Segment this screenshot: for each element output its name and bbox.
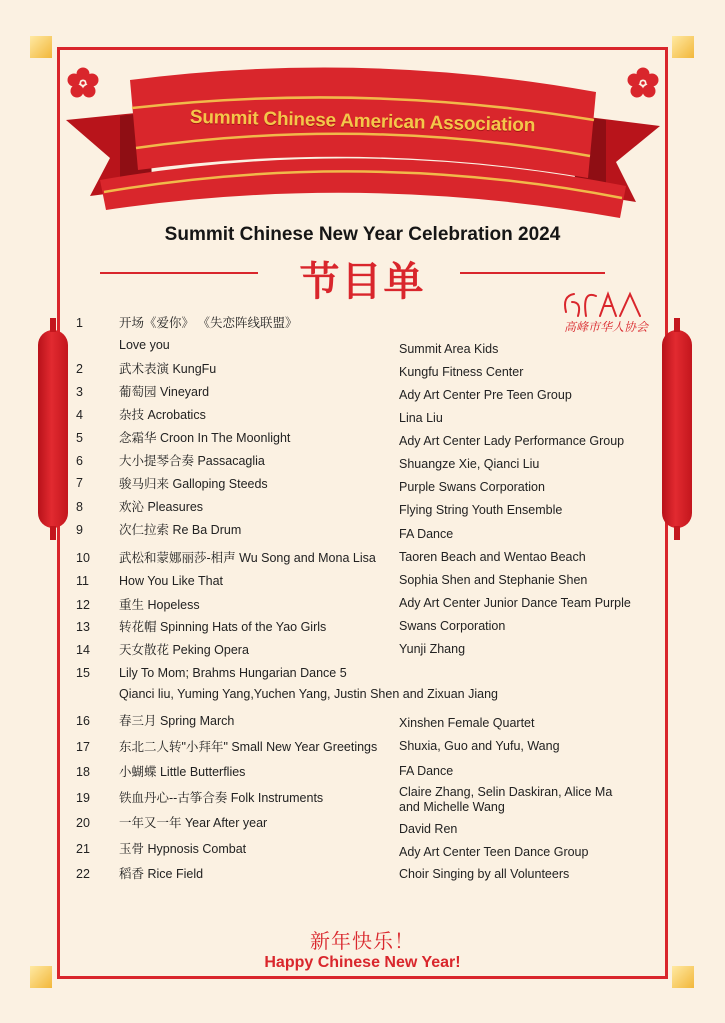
association-name: Summit Chinese American Association — [189, 106, 536, 137]
program-number: 15 — [76, 666, 90, 680]
program-title: 东北二人转"小拜年" Small New Year Greetings — [119, 740, 378, 754]
program-title: 武松和蒙娜丽莎-相声 Wu Song and Mona Lisa — [119, 551, 376, 565]
program-performer: Ady Art Center Teen Dance Group — [399, 845, 589, 859]
program-title: 铁血丹心--古筝合奏 Folk Instruments — [119, 791, 324, 805]
ribbon-banner — [60, 60, 666, 230]
program-number: 2 — [76, 362, 83, 376]
program-performer: David Ren — [399, 822, 458, 836]
program-title: 转花帽 Spinning Hats of the Yao Girls — [119, 620, 327, 634]
greeting-english: Happy Chinese New Year! — [264, 954, 461, 971]
program-number: 4 — [76, 408, 83, 422]
program-number: 7 — [76, 476, 83, 490]
program-title: 春三月 Spring March — [119, 714, 235, 728]
program-title: 天女散花 Peking Opera — [119, 643, 249, 657]
program-performer: Shuangze Xie, Qianci Liu — [399, 457, 540, 471]
left-scroll-pole — [38, 330, 68, 528]
program-performer: Ady Art Center Pre Teen Group — [399, 388, 572, 402]
program-title-line2: Love you — [119, 338, 170, 352]
program-performer: Summit Area Kids — [399, 342, 499, 356]
program-title: 玉骨 Hypnosis Combat — [119, 842, 247, 856]
program-performer: Shuxia, Guo and Yufu, Wang — [399, 739, 560, 753]
corner-ornament — [30, 36, 52, 58]
program-title: 稻香 Rice Field — [119, 867, 204, 881]
program-title: 重生 Hopeless — [119, 598, 200, 612]
program-title-line2: Qianci liu, Yuming Yang,Yuchen Yang, Justin Shen and Zixuan Jiang — [119, 687, 498, 701]
program-number: 9 — [76, 523, 83, 537]
program-number: 17 — [76, 740, 90, 754]
program-title: 武术表演 KungFu — [119, 362, 217, 376]
program-title: 葡萄园 Vineyard — [119, 385, 210, 399]
greeting-chinese: 新年快乐！ — [310, 929, 415, 953]
program-number: 6 — [76, 454, 83, 468]
right-scroll-pole — [662, 330, 692, 528]
program-number: 11 — [76, 574, 89, 588]
program-performer: Kungfu Fitness Center — [399, 365, 524, 379]
program-title: 杂技 Acrobatics — [119, 408, 206, 422]
program-performer: Claire Zhang, Selin Daskiran, Alice Ma — [399, 785, 613, 799]
program-title: 小蝴蝶 Little Butterflies — [119, 765, 246, 779]
program-number: 19 — [76, 791, 90, 805]
program-title: 大小提琴合奏 Passacaglia — [119, 454, 265, 468]
program-number: 22 — [76, 867, 90, 881]
corner-ornament — [672, 36, 694, 58]
program-performer-line2: and Michelle Wang — [399, 800, 505, 814]
program-performer: Sophia Shen and Stephanie Shen — [399, 573, 588, 587]
program-number: 8 — [76, 500, 83, 514]
program-performer: Swans Corporation — [399, 619, 506, 633]
program-title: 一年又一年 Year After year — [119, 816, 268, 830]
program-performer: Taoren Beach and Wentao Beach — [399, 550, 586, 564]
program-number: 3 — [76, 385, 83, 399]
program-title: Lily To Mom; Brahms Hungarian Dance 5 — [119, 666, 347, 680]
program-performer: Choir Singing by all Volunteers — [399, 867, 570, 881]
program-number: 18 — [76, 765, 90, 779]
program-title: 骏马归来 Galloping Steeds — [119, 477, 268, 491]
program-performer: Yunji Zhang — [399, 642, 466, 656]
program-number: 14 — [76, 643, 90, 657]
program-performer: Xinshen Female Quartet — [399, 716, 535, 730]
program-number: 12 — [76, 598, 90, 612]
program-number: 21 — [76, 842, 90, 856]
logo-caption: 高峰市华人协会 — [563, 320, 648, 334]
program-number: 5 — [76, 431, 83, 445]
program-performer: FA Dance — [399, 527, 454, 541]
program-number: 20 — [76, 816, 90, 830]
program-number: 10 — [76, 551, 90, 565]
program-performer: Flying String Youth Ensemble — [399, 503, 563, 517]
program-title: 节目单 — [299, 259, 426, 305]
program-performer: Purple Swans Corporation — [399, 480, 545, 494]
program-number: 13 — [76, 620, 90, 634]
program-number: 1 — [76, 316, 83, 330]
program-title: 开场《爱你》 《失恋阵线联盟》 — [119, 316, 298, 330]
program-title: How You Like That — [119, 574, 224, 588]
event-title: Summit Chinese New Year Celebration 2024 — [164, 224, 561, 245]
program-performer: Ady Art Center Junior Dance Team Purple — [399, 596, 631, 610]
program-title: 念霜华 Croon In The Moonlight — [119, 431, 291, 445]
program-performer: Ady Art Center Lady Performance Group — [399, 434, 625, 448]
program-title: 欢沁 Pleasures — [119, 500, 204, 514]
program-performer: Lina Liu — [399, 411, 443, 425]
program-number: 16 — [76, 714, 90, 728]
program-title: 次仁拉索 Re Ba Drum — [119, 523, 242, 537]
program-performer: FA Dance — [399, 764, 454, 778]
